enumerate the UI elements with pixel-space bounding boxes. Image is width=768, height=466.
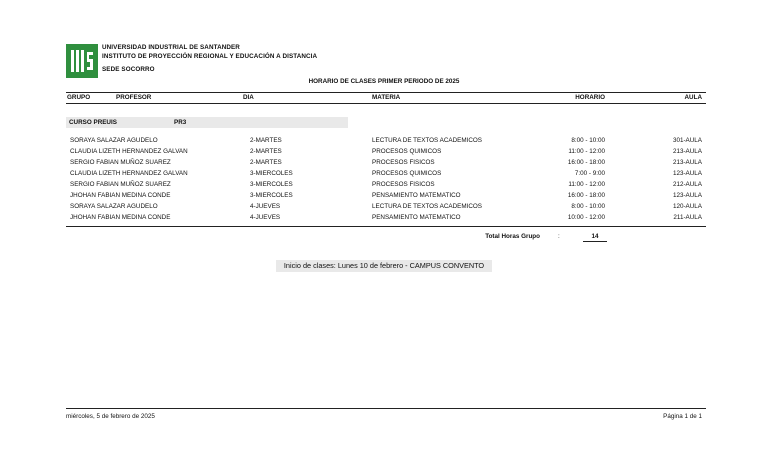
row-profesor: SORAYA SALAZAR AGUDELO (70, 137, 158, 144)
classes-start-notice: Inicio de clases: Lunes 10 de febrero - CAMPUS CONVENTO (276, 260, 492, 272)
col-aula: AULA (684, 94, 702, 101)
row-materia: LECTURA DE TEXTOS ACADEMICOS (372, 203, 482, 210)
group-code: PR3 (174, 119, 187, 126)
institution-name: UNIVERSIDAD INDUSTRIAL DE SANTANDER (102, 44, 240, 51)
header-top-rule (66, 92, 706, 93)
total-hours-separator: : (558, 233, 560, 240)
row-aula: 211-AULA (673, 214, 702, 221)
table-row (0, 181, 768, 191)
total-hours-value: 14 (583, 233, 607, 242)
uis-logo-mark (68, 46, 96, 76)
row-aula: 213-AULA (672, 148, 702, 155)
row-profesor: SORAYA SALAZAR AGUDELO (70, 203, 158, 210)
row-materia: PENSAMIENTO MATEMATICO (372, 192, 461, 199)
col-grupo: GRUPO (67, 94, 91, 101)
footer-page-number: Página 1 de 1 (663, 413, 702, 420)
row-profesor: SERGIO FABIAN MUÑOZ SUAREZ (70, 159, 171, 166)
campus-name: SEDE SOCORRO (102, 66, 155, 73)
row-materia: PROCESOS FISICOS (372, 159, 435, 166)
row-horario: 8:00 - 10:00 (571, 137, 605, 144)
row-aula: 123-AULA (672, 192, 702, 199)
uis-logo (66, 44, 98, 78)
report-title: HORARIO DE CLASES PRIMER PERIODO DE 2025 (308, 78, 460, 85)
row-horario: 7:00 - 9:00 (574, 170, 605, 177)
row-dia: 2-MARTES (250, 159, 282, 166)
row-materia: LECTURA DE TEXTOS ACADEMICOS (372, 137, 482, 144)
row-horario: 16:00 - 18:00 (567, 192, 605, 199)
row-dia: 2-MARTES (250, 148, 282, 155)
row-profesor: SERGIO FABIAN MUÑOZ SUAREZ (70, 181, 171, 188)
row-aula: 301-AULA (672, 137, 702, 144)
row-horario: 16:00 - 18:00 (567, 159, 605, 166)
table-row (0, 203, 768, 213)
row-dia: 4-JUEVES (250, 214, 281, 221)
row-horario: 11:00 - 12:00 (568, 148, 605, 155)
row-dia: 4-JUEVES (250, 203, 281, 210)
table-row (0, 148, 768, 158)
row-materia: PROCESOS QUIMICOS (372, 148, 442, 155)
table-row (0, 192, 768, 202)
col-profesor: PROFESOR (116, 94, 152, 101)
header-bottom-rule (66, 103, 706, 104)
row-dia: 3-MIERCOLES (250, 181, 293, 188)
row-profesor: CLAUDIA LIZETH HERNANDEZ GALVAN (70, 170, 188, 177)
row-horario: 11:00 - 12:00 (568, 181, 605, 188)
row-profesor: JHOHAN FABIAN MEDINA CONDE (70, 192, 171, 199)
row-aula: 120-AULA (672, 203, 702, 210)
row-dia: 3-MIERCOLES (250, 192, 293, 199)
row-dia: 2-MARTES (250, 137, 282, 144)
table-row (0, 214, 768, 224)
row-materia: PROCESOS QUIMICOS (372, 170, 442, 177)
row-dia: 3-MIERCOLES (250, 170, 293, 177)
row-aula: 213-AULA (672, 159, 702, 166)
group-name: CURSO PREUIS (69, 119, 117, 126)
col-materia: MATERIA (372, 94, 401, 101)
row-horario: 10:00 - 12:00 (567, 214, 605, 221)
institute-name: INSTITUTO DE PROYECCIÓN REGIONAL Y EDUCACIÓN A DISTANCIA (102, 53, 318, 60)
row-profesor: CLAUDIA LIZETH HERNANDEZ GALVAN (70, 148, 188, 155)
total-hours-label: Total Horas Grupo (485, 233, 540, 240)
footer-rule (66, 408, 706, 409)
row-materia: PROCESOS FISICOS (372, 181, 435, 188)
row-horario: 8:00 - 10:00 (571, 203, 605, 210)
col-horario: HORARIO (575, 94, 605, 101)
footer-date: miércoles, 5 de febrero de 2025 (66, 413, 155, 420)
col-dia: DIA (243, 94, 254, 101)
table-row (0, 137, 768, 147)
table-row (0, 159, 768, 169)
table-row (0, 170, 768, 180)
row-aula: 212-AULA (672, 181, 702, 188)
row-profesor: JHOHAN FABIAN MEDINA CONDE (70, 214, 171, 221)
table-bottom-rule (66, 226, 706, 227)
row-materia: PENSAMIENTO MATEMATICO (372, 214, 461, 221)
row-aula: 123-AULA (672, 170, 702, 177)
